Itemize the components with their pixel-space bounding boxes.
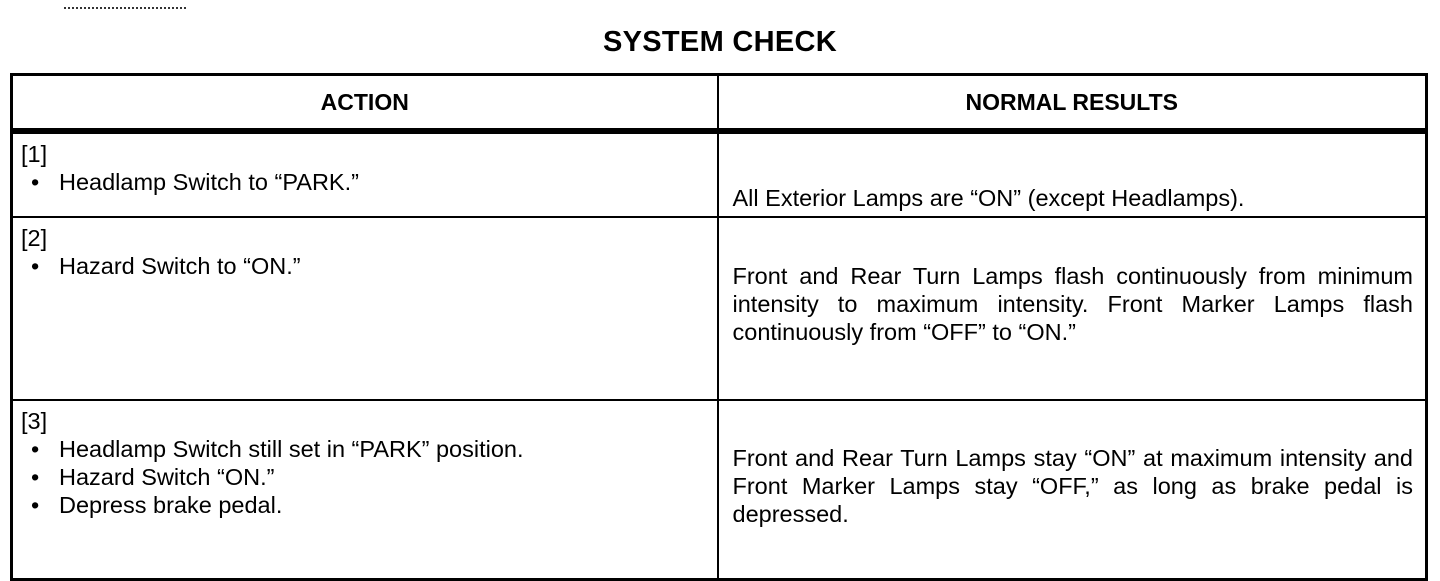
table-header-row bbox=[12, 75, 1427, 132]
table-row bbox=[12, 400, 1427, 580]
table-row bbox=[12, 131, 1427, 217]
results-column-header: NORMAL RESULTS bbox=[718, 75, 1427, 132]
step-number: [2] bbox=[21, 225, 48, 251]
result-cell: All Exterior Lamps are “ON” (except Headlamps). bbox=[718, 131, 1427, 217]
system-check-table bbox=[10, 73, 1428, 581]
action-cell bbox=[12, 217, 718, 400]
step-number: [3] bbox=[21, 408, 48, 434]
page-title: SYSTEM CHECK bbox=[602, 26, 837, 58]
action-column-header: ACTION bbox=[12, 75, 718, 132]
result-cell: Front and Rear Turn Lamps flash continuously from minimum intensity to maximum intensity. Front Marker Lamps flash continuously from “OFF” to “ON.” bbox=[718, 217, 1427, 400]
action-item: • Hazard Switch “ON.” bbox=[21, 463, 709, 491]
action-item: • Headlamp Switch to “PARK.” bbox=[21, 168, 709, 196]
action-item: • Hazard Switch to “ON.” bbox=[21, 252, 709, 280]
result-cell: Front and Rear Turn Lamps stay “ON” at maximum intensity and Front Marker Lamps stay “OFF,” as long as brake pedal is depressed. bbox=[718, 400, 1427, 580]
scanned-text-fragment bbox=[64, 0, 186, 9]
table-row bbox=[12, 217, 1427, 400]
action-item: • Depress brake pedal. bbox=[21, 491, 709, 519]
action-item: • Headlamp Switch still set in “PARK” position. bbox=[21, 435, 709, 463]
step-number: [1] bbox=[21, 141, 48, 167]
action-cell bbox=[12, 400, 718, 580]
action-cell bbox=[12, 131, 718, 217]
